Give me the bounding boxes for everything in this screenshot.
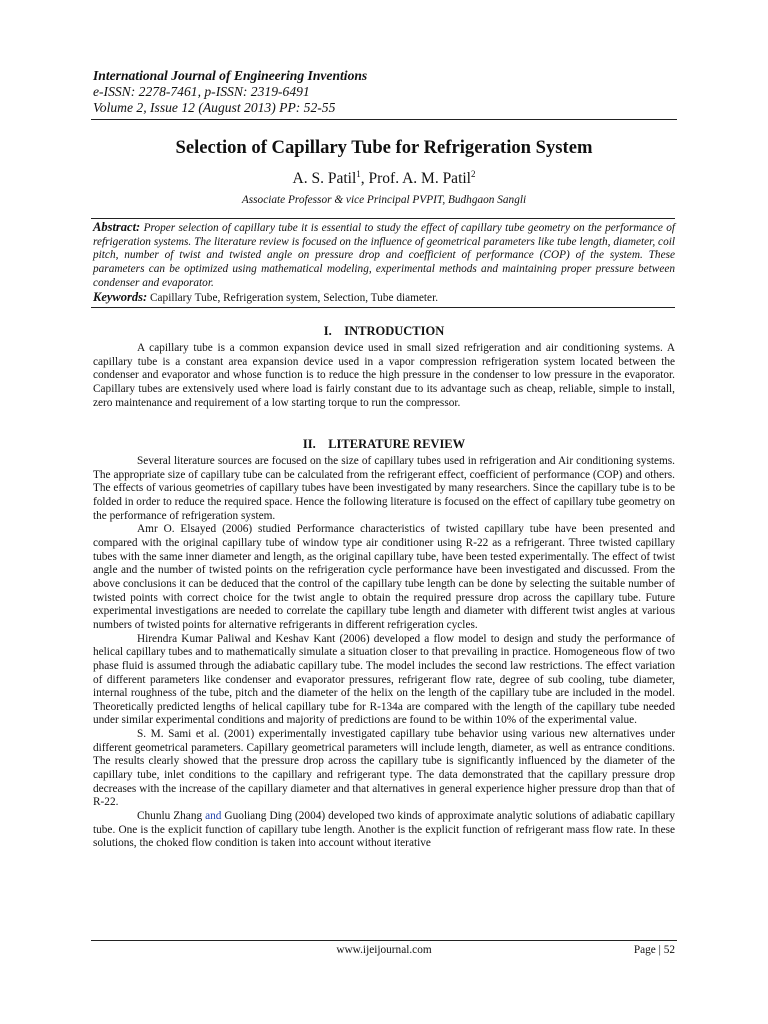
paragraph-5-and: and	[205, 810, 222, 823]
introduction-paragraph: A capillary tube is a common expansion device used in small sized refrigeration and air conditioning systems. A capillary tube is a constant area expansion device used in a vapor compression refrigeration system located between the condenser and evaporator and whose function is to reduce the high pressure in the condenser to low pressure in the evaporator. Capillary tubes are extensively used where load is fairly constant due to its advantage such as cheap, reliable, simple to install, zero maintenance and requirement of a low starting torque to run the compressor.	[93, 342, 675, 409]
literature-paragraph-4: S. M. Sami et al. (2001) experimentally investigated capillary tube behavior using various new alternatives under different geometrical parameters. Capillary geometrical parameters will include length, diameter, as well as entrance conditions. The results clearly showed that the pressure drop across the capillary tube is significantly influenced by the diameter of the capillary tube, inlet conditions to the capillary and refrigerant type. The data demonstrated that the capillary pressure drop decreases with the increase of the capillary diameter and that alternatives in general experience higher pressure drop than that of R-22.	[93, 728, 675, 809]
author-2: Prof. A. M. Patil	[368, 170, 471, 187]
journal-issn: e-ISSN: 2278-7461, p-ISSN: 2319-6491	[93, 84, 310, 99]
abstract	[93, 221, 675, 291]
paragraph-5-rest: Guoliang Ding (2004) developed two kinds of approximate analytic solutions of adiabatic capillary tube. One is the explicit function of capillary tube length. Another is the explicit function of refrigerant mass flow rate. In these solutions, the choked flow condition is taken into account without iterative	[93, 810, 675, 850]
paper-title: Selection of Capillary Tube for Refrigeration System	[175, 137, 593, 158]
abstract-text: Proper selection of capillary tube it is essential to study the effect of capillary tube geometry on the performance of refrigeration systems. The literature review is focused on the influence of geometrical parameters like tube length, diameter, coil pitch, number of twist and twisted angle on pressure drop and coefficient of performance (COP) of the system. These parameters can be optimized using mathematical modeling, experimental methods and maintaining proper pressure between condenser and evaporator.	[93, 222, 675, 289]
keywords-label: Keywords:	[93, 290, 148, 304]
author-separator: ,	[360, 170, 369, 187]
keywords	[93, 291, 675, 306]
keywords-text: Capillary Tube, Refrigeration system, Selection, Tube diameter.	[147, 292, 439, 304]
author-2-superscript: 2	[470, 168, 476, 179]
footer-rule	[91, 940, 677, 941]
literature-paragraph-5	[93, 810, 675, 851]
section-heading-literature-review	[91, 437, 677, 452]
literature-review-body	[93, 455, 675, 851]
literature-paragraph-2: Amr O. Elsayed (2006) studied Performance characteristics of twisted capillary tube have been presented and compared with the original capillary tube of window type air conditioner using R-22 as a refrigerant. Three twisted capillary tubes with the same inner diameter and length, as the original capillary tube, have been tested experimentally. The effect of twist angle and the number of twisted points on the refrigeration cycle performance have been investigated and discussed. From the above conclusions it can be deduced that the control of the capillary tube length can be done by selecting the suitable number of twisted points with correct choice for the twist angle to obtain the required pressure drop across the capillary tube. Future experimental investigations are needed to correlate the capillary tube length and diameter with different twist angles at various numbers of twisted points for alternative refrigerants in different refrigeration cycles.	[93, 523, 675, 631]
author-affiliation: Associate Professor & vice Principal PVPIT, Budhgaon Sangli	[241, 194, 527, 206]
journal-name: International Journal of Engineering Inventions	[93, 68, 368, 83]
author-1-superscript: 1	[356, 168, 361, 179]
footer-page-number: Page | 52	[633, 944, 675, 956]
literature-paragraph-3: Hirendra Kumar Paliwal and Keshav Kant (2006) developed a flow model to design and study the performance of helical capillary tubes and to mathematically simulate a situation closer to that prevailing in practice. Homogeneous flow of two phase fluid is assumed through the adiabatic capillary tube. The model includes the second law restrictions. The effect variation of different parameters like condenser and evaporator pressures, refrigerant flow rate, degree of sub cooling, tube diameter, internal roughness of the tube, pitch and the diameter of the helix on the length of the capillary tube are included in the model. Theoretically predicted lengths of helical capillary tube for R-134a are compared with the length of the capillary tube needed under similar experimental conditions and majority of predictions are found to be within 10% of the experimental value.	[93, 632, 675, 727]
abstract-label: Abstract:	[93, 220, 141, 234]
author-1: A. S. Patil	[292, 170, 357, 187]
journal-header	[93, 68, 693, 116]
introduction-heading-text: I. INTRODUCTION	[323, 324, 445, 338]
journal-volume: Volume 2, Issue 12 (August 2013) PP: 52-55	[93, 100, 336, 115]
footer-url: www.ijeijournal.com	[336, 944, 432, 956]
paper-authors	[91, 170, 677, 188]
literature-paragraph-1: Several literature sources are focused on the size of capillary tubes used in refrigeration and Air conditioning systems. The appropriate size of capillary tube can be calculated from the refrigerant effect, coefficient of performance (COP) and others. The effects of various geometries of capillary tubes have been investigated by many researchers. Since the capillary tube is to be folded in order to reduce the required space. Hence the following literature is focused on the effect of capillary tube geometry on the performance of refrigeration system.	[93, 455, 675, 522]
literature-heading-text: II. LITERATURE REVIEW	[302, 437, 466, 451]
paragraph-5-start: Chunlu Zhang	[137, 810, 206, 823]
section-heading-introduction	[91, 324, 677, 339]
header-rule	[91, 119, 677, 120]
introduction-body	[93, 342, 675, 410]
